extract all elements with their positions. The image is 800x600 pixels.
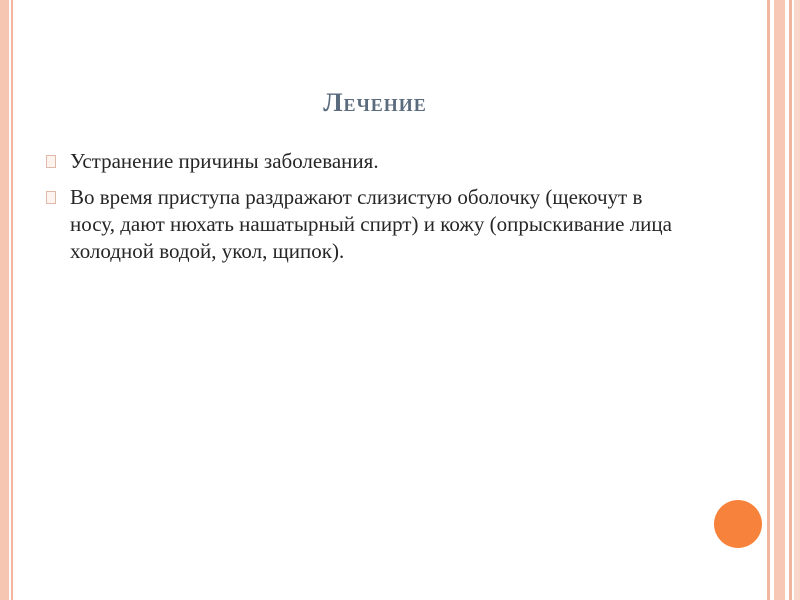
bullet-text: Устранение причины заболевания. [70, 149, 379, 173]
slide-title: Лечение [323, 88, 427, 117]
decorative-orange-circle [714, 500, 762, 548]
bullet-square-icon [46, 155, 56, 168]
right-border-stripe [794, 0, 800, 600]
right-border-stripe [789, 0, 792, 600]
right-border-stripe [774, 0, 785, 600]
bullet-list [46, 148, 686, 274]
bullet-text: Во время приступа раздражают слизистую оболочку (щекочут в носу, дают нюхать нашатырный спирт) и кожу (опрыскивание лица холодной водой, укол, щипок). [70, 185, 672, 263]
bullet-square-icon [46, 191, 56, 204]
list-item [46, 148, 686, 175]
list-item [46, 184, 686, 265]
right-border-stripe [767, 0, 770, 600]
